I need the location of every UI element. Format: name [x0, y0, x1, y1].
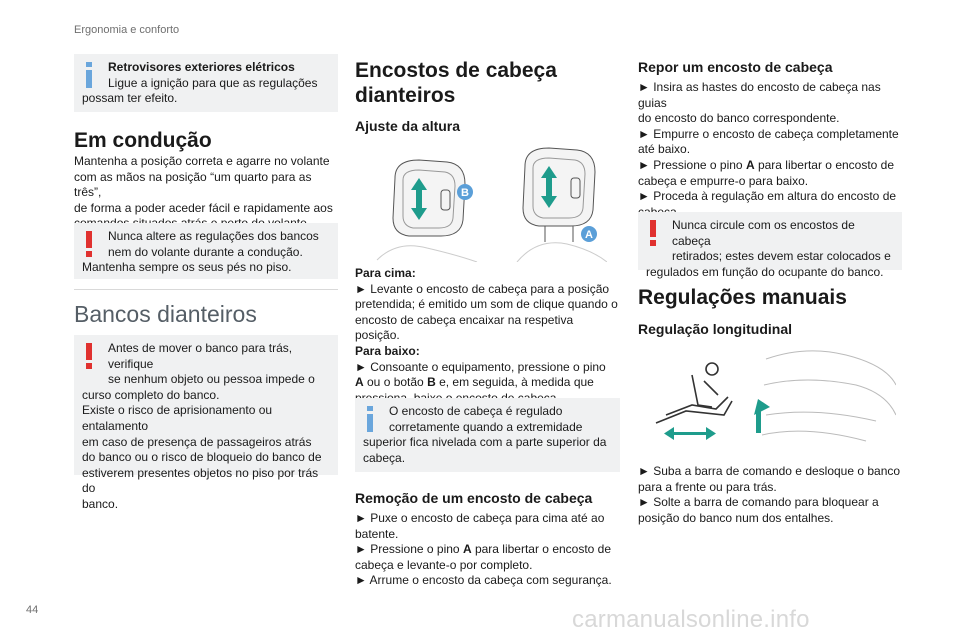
text-line: ► Arrume o encosto da cabeça com segurança. — [355, 573, 612, 588]
note-line: Nunca altere as regulações dos bancos — [108, 229, 319, 243]
note-line: O encosto de cabeça é regulado — [389, 404, 563, 418]
text-line: ► Insira as hastes do encosto de cabeça nas guias — [638, 80, 881, 110]
note-line: Nunca circule com os encostos de cabeça — [672, 218, 855, 248]
divider — [74, 289, 338, 290]
note-line: superior fica nivelada com a parte superior da — [363, 435, 607, 450]
note-line: banco. — [82, 496, 119, 511]
text-line: ► Puxe o encosto de cabeça para cima até ao — [355, 511, 605, 525]
note-line: regulados em função do ocupante do banco. — [646, 264, 884, 279]
down-label: Para baixo: — [355, 343, 420, 358]
warning-icon — [650, 220, 656, 246]
text-line: pretendida; é emitido um som de clique quando o — [355, 297, 618, 312]
info-icon — [86, 62, 92, 88]
note-line: possam ter efeito. — [82, 91, 178, 106]
note-line: estiverem presentes objetos no piso por trás do — [82, 465, 319, 496]
note-title: Retrovisores exteriores elétricos — [108, 60, 295, 74]
text-line: ► Empurre o encosto de cabeça completamente — [638, 126, 899, 141]
heading-driving: Em condução — [74, 129, 212, 152]
text-line: ► Proceda à regulação em altura do encosto de — [638, 189, 897, 204]
text-line: para a frente ou para trás. — [638, 479, 777, 494]
note-line: do banco ou o risco de bloqueio do banco de — [82, 450, 322, 465]
arrow-icon — [664, 399, 770, 440]
note-line: retirados; estes devem estar colocados e — [672, 249, 891, 264]
label-b: B — [461, 187, 469, 199]
info-note-headrest — [355, 398, 620, 472]
note-line: corretamente quando a extremidade — [389, 419, 583, 434]
note-line: nem do volante durante a condução. — [108, 244, 303, 259]
warning-icon — [86, 231, 92, 257]
text-line: encosto de cabeça encaixar na respetiva posição. — [355, 312, 574, 343]
heading-front-seats: Bancos dianteiros — [74, 301, 257, 327]
note-line: Mantenha sempre os seus pés no piso. — [82, 260, 292, 275]
text-line: com as mãos na posição “um quarto para as três”, — [74, 169, 312, 200]
text-line: ► Pressione o pino A para libertar o encosto de — [355, 542, 612, 557]
heading-line: Encostos de cabeça — [355, 59, 557, 82]
text-line: de forma a poder aceder fácil e rapidamente aos — [74, 200, 333, 215]
warning-note-driving — [74, 223, 338, 279]
warning-note-seats — [74, 335, 338, 511]
heading-headrests — [355, 58, 620, 108]
text-line: ► Consoante o equipamento, pressione o pino — [355, 359, 606, 374]
note-line: curso completo do banco. — [82, 387, 220, 402]
text-line: ► Suba a barra de comando e desloque o banco — [638, 464, 901, 478]
note-line: cabeça. — [363, 450, 406, 465]
note-line: Existe o risco de aprisionamento ou entalamento — [82, 403, 273, 433]
label-a: A — [585, 229, 593, 241]
text-line: cabeça e empurre-o para baixo. — [638, 173, 809, 188]
subheading-refit: Repor um encosto de cabeça — [638, 59, 833, 75]
headrest-figure — [367, 140, 607, 262]
text-line: A ou o botão B e, em seguida, à medida que — [355, 375, 594, 390]
text-line: ► Levante o encosto de cabeça para a posição — [355, 281, 610, 296]
text-line: cabeça e levante-o por completo. — [355, 557, 533, 572]
subheading-height: Ajuste da altura — [355, 118, 461, 134]
page-number: 44 — [26, 604, 39, 616]
heading-manual: Regulações manuais — [638, 286, 847, 309]
running-header: Ergonomia e conforto — [74, 24, 180, 36]
text-line: posição do banco num dos entalhes. — [638, 510, 834, 525]
up-label: Para cima: — [355, 266, 416, 280]
seat-figure — [646, 345, 896, 445]
subheading-longitudinal: Regulação longitudinal — [638, 321, 793, 337]
text-line: batente. — [355, 526, 399, 541]
warning-note-refit — [638, 212, 902, 279]
text-line: do encosto do banco correspondente. — [638, 111, 840, 126]
subheading-removal: Remoção de um encosto de cabeça — [355, 490, 593, 506]
warning-icon — [86, 343, 92, 369]
note-line: se nenhum objeto ou pessoa impede o — [108, 372, 315, 387]
info-note-mirrors — [74, 54, 338, 112]
text-line: ► Pressione o pino A para libertar o encosto de — [638, 157, 895, 172]
text-line: até baixo. — [638, 142, 691, 157]
note-line: Ligue a ignição para que as regulações — [108, 75, 318, 90]
heading-line: dianteiros — [355, 84, 456, 107]
info-icon — [367, 406, 373, 432]
text-line: ► Solte a barra de comando para bloquear a — [638, 495, 879, 510]
note-line: em caso de presença de passageiros atrás — [82, 434, 312, 449]
watermark: carmanualsonline.info — [572, 606, 810, 633]
note-line: Antes de mover o banco para trás, verifique — [108, 341, 293, 371]
text-line: Mantenha a posição correta e agarre no volante — [74, 154, 330, 168]
